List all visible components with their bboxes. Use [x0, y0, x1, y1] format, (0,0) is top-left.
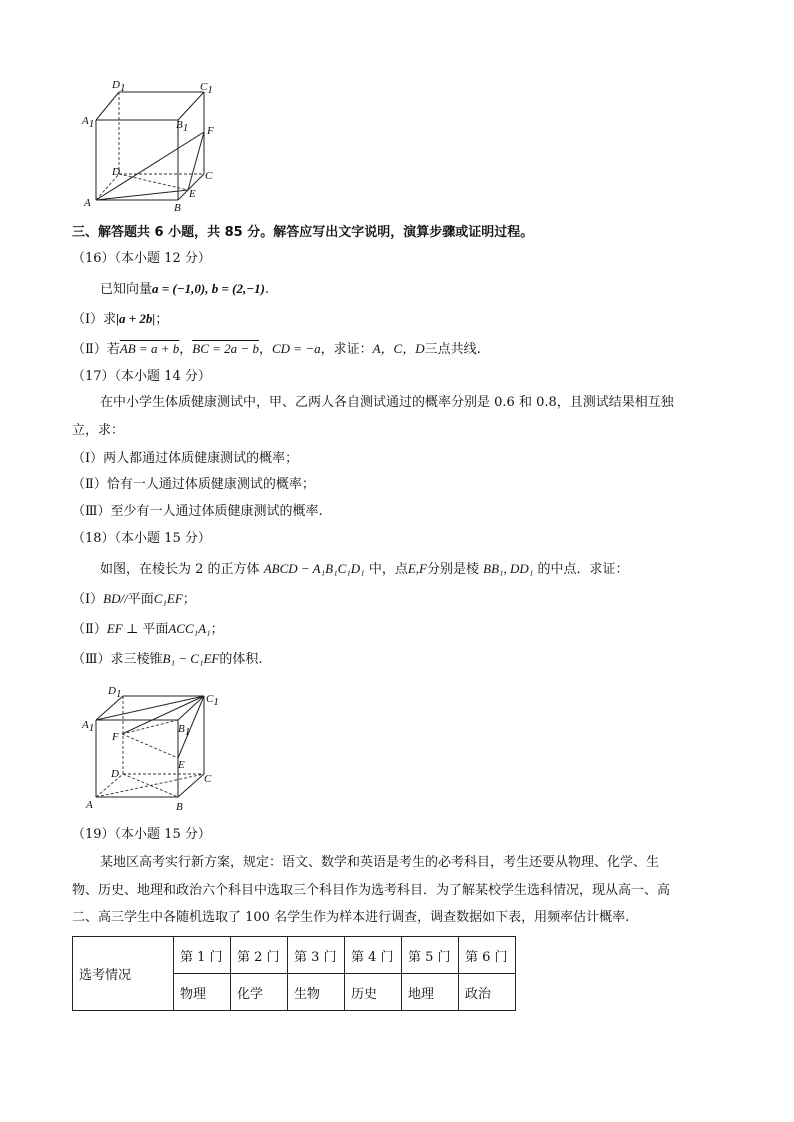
- q18-header: （18）（本小题 15 分）: [72, 531, 211, 546]
- table-cell: 第 4 门: [345, 937, 402, 974]
- q17-intro-2: 立，求：: [72, 423, 125, 438]
- fig2-label-c: C: [204, 773, 212, 785]
- table-head-cell: 选考情况: [73, 937, 174, 1011]
- q19-intro-2: 物、历史、地理和政治六个科目中选取三个科目作为选考科目．为了解某校学生选科情况，现从高一、高: [72, 883, 671, 898]
- q18-intro: 如图，在棱长为 2 的正方体 ABCD − A₁B₁C₁D₁ 中，点E,F分别是棱 BB₁, DD₁ 的中点．求证：: [100, 561, 629, 577]
- fig2-label-d1: D1: [108, 685, 122, 700]
- table-cell: 第 5 门: [402, 937, 459, 974]
- q17-part-2: （Ⅱ）恰有一人通过体质健康测试的概率；: [72, 477, 315, 492]
- fig2-label-f: F: [112, 731, 119, 743]
- table-cell: 生物: [288, 974, 345, 1011]
- fig1-label-d1: D1: [112, 79, 126, 94]
- table-cell: 历史: [345, 974, 402, 1011]
- table-cell: 第 3 门: [288, 937, 345, 974]
- q16-given: 已知向量a = (−1,0), b = (2,−1).: [100, 281, 270, 297]
- q17-part-3: （Ⅲ）至少有一人通过体质健康测试的概率.: [72, 504, 323, 519]
- fig1-label-c1: C1: [200, 81, 213, 96]
- table-cell: 化学: [231, 974, 288, 1011]
- fig1-label-b: B: [174, 202, 181, 214]
- table-cell: 地理: [402, 974, 459, 1011]
- fig2-label-b: B: [176, 801, 183, 813]
- section-3-title: 三、解答题共 6 小题，共 85 分。解答应写出文字说明，演算步骤或证明过程。: [72, 225, 534, 240]
- cube-figure-2: [78, 682, 228, 817]
- q18-part-3: （Ⅲ）求三棱锥B₁ − C₁EF的体积.: [72, 651, 263, 667]
- fig1-label-c: C: [205, 170, 213, 182]
- fig1-label-d: D: [112, 166, 120, 178]
- q17-part-1: （Ⅰ）两人都通过体质健康测试的概率；: [72, 451, 299, 466]
- q16-header: （16）（本小题 12 分）: [72, 251, 211, 266]
- table-row: [73, 937, 516, 974]
- table-cell: 第 2 门: [231, 937, 288, 974]
- subject-choice-table: [72, 936, 516, 1011]
- fig2-label-b1: B1: [178, 723, 191, 738]
- fig2-label-d: D: [111, 768, 119, 780]
- q16-part-2: （Ⅱ）若AB = a + b，BC = 2a − b，CD = −a，求证：A，C，D三点共线.: [72, 341, 481, 357]
- fig2-label-c1: C1: [206, 693, 219, 708]
- fig1-label-a: A: [84, 197, 91, 209]
- q18-part-2: （Ⅱ）EF ⊥ 平面ACC₁A₁；: [72, 621, 224, 637]
- q19-intro-1: 某地区高考实行新方案，规定：语文、数学和英语是考生的必考科目，考生还要从物理、化学、生: [100, 855, 660, 870]
- fig2-label-e: E: [178, 759, 185, 771]
- table-cell: 政治: [459, 974, 516, 1011]
- fig2-label-a: A: [86, 799, 93, 811]
- q17-intro-1: 在中小学生体质健康测试中，甲、乙两人各自测试通过的概率分别是 0.6 和 0.8，且测试结果相互独: [100, 395, 674, 410]
- q19-header: （19）（本小题 15 分）: [72, 827, 211, 842]
- fig1-label-f: F: [207, 125, 214, 137]
- cube-figure-1: [76, 74, 226, 214]
- fig1-label-b1: B1: [176, 119, 189, 134]
- fig1-label-e: E: [189, 188, 196, 200]
- q18-part-1: （Ⅰ）BD//平面C₁EF；: [72, 591, 196, 607]
- table-cell: 第 1 门: [174, 937, 231, 974]
- q17-header: （17）（本小题 14 分）: [72, 369, 211, 384]
- fig1-label-a1: A1: [82, 115, 95, 130]
- q19-intro-3: 二、高三学生中各随机选取了 100 名学生作为样本进行调查，调查数据如下表，用频率估计概率.: [72, 910, 630, 925]
- table-cell: 第 6 门: [459, 937, 516, 974]
- fig2-label-a1: A1: [82, 719, 95, 734]
- q16-part-1: （Ⅰ）求|a + 2b|；: [72, 311, 169, 327]
- table-cell: 物理: [174, 974, 231, 1011]
